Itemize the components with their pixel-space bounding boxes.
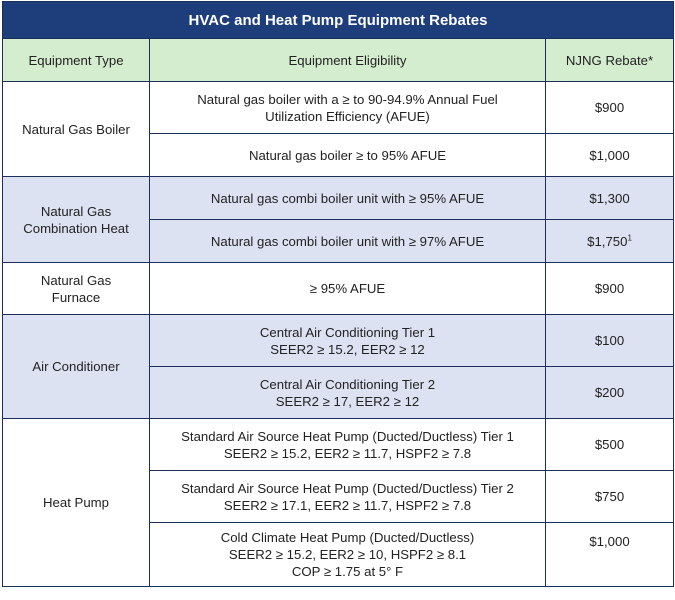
rebate-cell: $750 (546, 471, 674, 523)
eligibility-cell (150, 134, 546, 177)
rebate-cell: $200 (546, 367, 674, 419)
type-air-conditioner: Air Conditioner (3, 315, 150, 419)
eligibility-line: Natural gas combi boiler unit with ≥ 97% AFUE (210, 233, 485, 249)
eligibility-cell (150, 315, 546, 367)
header-equipment-eligibility: Equipment Eligibility (150, 39, 546, 82)
rebate-value: $1,750 (587, 233, 628, 249)
table-title: HVAC and Heat Pump Equipment Rebates (3, 2, 674, 39)
rebate-cell: $1,300 (546, 177, 674, 220)
eligibility-line: Natural gas boiler ≥ to 95% AFUE (248, 147, 447, 163)
eligibility-line: SEER2 ≥ 15.2, EER2 ≥ 10, HSPF2 ≥ 8.1 (228, 547, 467, 562)
eligibility-line: Standard Air Source Heat Pump (Ducted/Ductless) Tier 2 (181, 480, 514, 496)
type-natural-gas-furnace (3, 263, 150, 315)
eligibility-cell (150, 177, 546, 220)
header-equipment-type: Equipment Type (3, 39, 150, 82)
type-line: Natural Gas (40, 203, 112, 219)
type-line: Natural Gas (40, 272, 112, 288)
eligibility-line: Utilization Efficiency (AFUE) (265, 108, 430, 124)
eligibility-line: Natural gas boiler with a ≥ to 90-94.9% Annual Fuel (197, 91, 498, 107)
type-line: Furnace (51, 289, 101, 305)
type-natural-gas-boiler: Natural Gas Boiler (3, 82, 150, 177)
type-natural-gas-combination-heat (3, 177, 150, 263)
eligibility-cell (150, 367, 546, 419)
eligibility-line: SEER2 ≥ 17, EER2 ≥ 12 (275, 393, 420, 409)
eligibility-cell (150, 82, 546, 134)
rebate-cell: $900 (546, 82, 674, 134)
eligibility-line: COP ≥ 1.75 at 5° F (291, 564, 404, 579)
eligibility-line: SEER2 ≥ 17.1, EER2 ≥ 11.7, HSPF2 ≥ 7.8 (223, 497, 472, 513)
eligibility-line: ≥ 95% AFUE (309, 281, 386, 296)
eligibility-line: SEER2 ≥ 15.2, EER2 ≥ 12 (270, 341, 425, 357)
type-line: Combination Heat (23, 220, 129, 236)
eligibility-line: Central Air Conditioning Tier 2 (259, 376, 436, 392)
eligibility-cell (150, 263, 546, 315)
eligibility-line: Cold Climate Heat Pump (Ducted/Ductless) (220, 530, 475, 545)
rebate-cell: $900 (546, 263, 674, 315)
rebate-cell: $100 (546, 315, 674, 367)
eligibility-line: SEER2 ≥ 15.2, EER2 ≥ 11.7, HSPF2 ≥ 7.8 (223, 445, 472, 461)
header-njng-rebate: NJNG Rebate* (546, 39, 674, 82)
type-heat-pump: Heat Pump (3, 419, 150, 587)
rebates-table (2, 1, 674, 587)
eligibility-cell (150, 419, 546, 471)
eligibility-line: Central Air Conditioning Tier 1 (259, 324, 436, 340)
rebate-cell: $1,000 (546, 134, 674, 177)
eligibility-line: Standard Air Source Heat Pump (Ducted/Ductless) Tier 1 (181, 428, 514, 444)
eligibility-cell (150, 523, 546, 587)
eligibility-cell (150, 220, 546, 263)
rebate-cell: $1,000 (546, 523, 674, 587)
eligibility-line: Natural gas combi boiler unit with ≥ 95% AFUE (210, 190, 485, 206)
eligibility-cell (150, 471, 546, 523)
rebate-cell (546, 220, 674, 263)
rebate-cell: $500 (546, 419, 674, 471)
footnote-marker: 1 (627, 233, 632, 243)
